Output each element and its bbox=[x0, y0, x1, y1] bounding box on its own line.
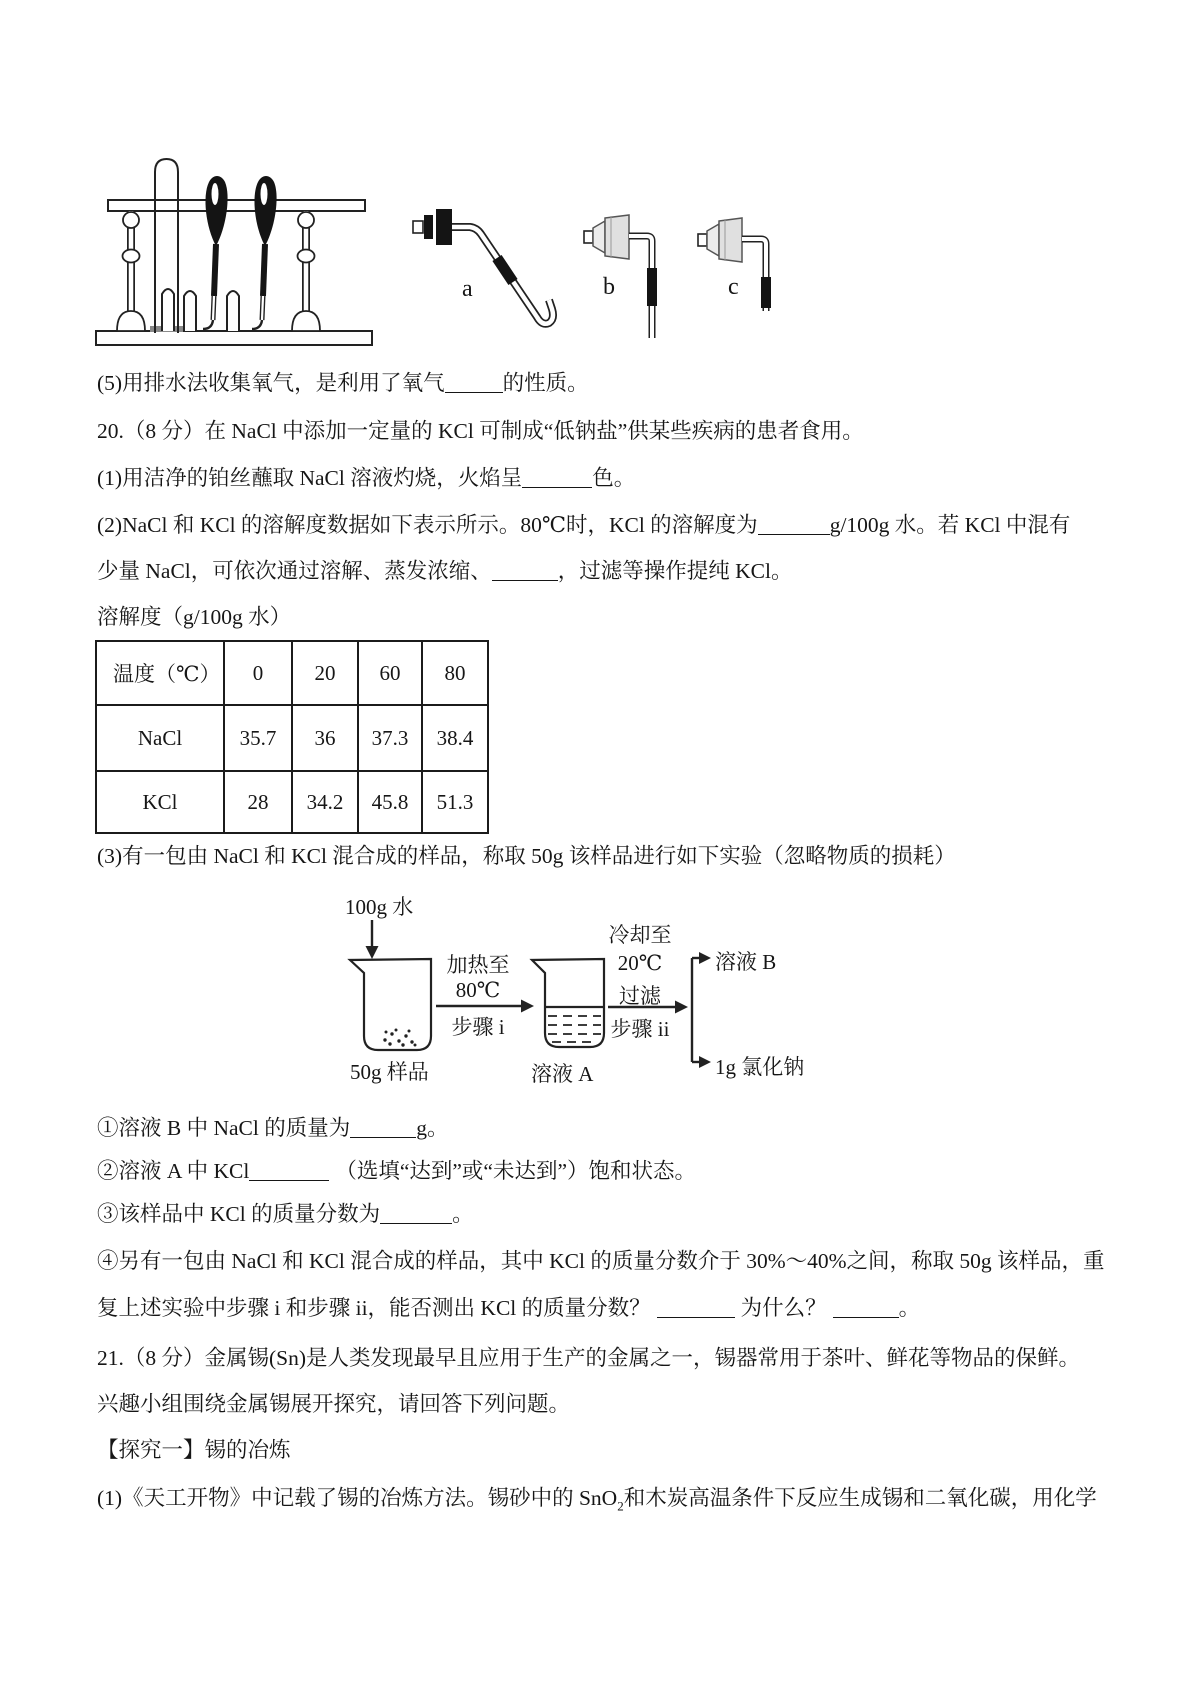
flow-step2-label4: 步骤 ii bbox=[610, 1017, 670, 1041]
q20-sub4-pre: 复上述实验中步骤 i 和步骤 ii，能否测出 KCl 的质量分数？ bbox=[97, 1296, 651, 1320]
apparatus-figure bbox=[90, 140, 790, 355]
answer-blank bbox=[445, 387, 503, 393]
q20-sub1-post: g。 bbox=[416, 1116, 449, 1140]
q20-sub1-line bbox=[97, 1115, 449, 1141]
q21-part1-line bbox=[97, 1485, 1097, 1519]
solubility-table bbox=[95, 640, 489, 834]
flow-sample-label: 50g 样品 bbox=[350, 1060, 429, 1084]
q20-part2b-pre: 少量 NaCl，可依次通过溶解、蒸发浓缩、 bbox=[97, 559, 492, 583]
delivery-tube-b bbox=[584, 215, 652, 338]
q20-part2b-post: ，过滤等操作提纯 KCl。 bbox=[557, 559, 793, 583]
q20-sub2-pre: ②溶液 A 中 KCl bbox=[97, 1159, 250, 1183]
table-header-cell: 温度（℃） bbox=[96, 641, 224, 705]
answer-blank bbox=[758, 529, 830, 535]
flow-water-label: 100g 水 bbox=[345, 895, 414, 919]
answer-blank bbox=[492, 575, 558, 581]
flow-step1-label3: 步骤 i bbox=[451, 1015, 505, 1039]
q20-part1-pre: (1)用洁净的铂丝蘸取 NaCl 溶液灼烧，火焰呈 bbox=[97, 466, 523, 490]
q20-sub3-post: 。 bbox=[452, 1202, 474, 1226]
answer-blank bbox=[249, 1175, 329, 1181]
rack-pegs bbox=[162, 289, 239, 331]
q21-part1-post: 和木炭高温条件下反应生成锡和二氧化碳，用化学 bbox=[623, 1486, 1097, 1510]
test-tube-brush bbox=[203, 176, 228, 329]
table-cell: 35.7 bbox=[224, 705, 292, 771]
flow-step2-label2: 20℃ bbox=[617, 951, 663, 975]
table-cell: NaCl bbox=[96, 705, 224, 771]
table-header-cell: 80 bbox=[422, 641, 488, 705]
table-cell: 36 bbox=[292, 705, 358, 771]
table-header-cell: 60 bbox=[358, 641, 422, 705]
solubility-table-title: 溶解度（g/100g 水） bbox=[97, 605, 292, 629]
flow-solution-a-label: 溶液 A bbox=[531, 1062, 594, 1086]
q20-part2a-pre: (2)NaCl 和 KCl 的溶解度数据如下表示所示。80℃时，KCl 的溶解度为 bbox=[97, 513, 758, 537]
q19-part5-post: 的性质。 bbox=[502, 371, 589, 395]
q20-part1-line bbox=[97, 465, 635, 491]
rack-left-post bbox=[117, 211, 145, 331]
branch-lines bbox=[692, 952, 711, 1068]
q21-stem-line2: 兴趣小组围绕金属锡展开探究，请回答下列问题。 bbox=[97, 1392, 571, 1416]
answer-blank bbox=[380, 1218, 452, 1224]
q20-sub2-post: （选填“达到”或“未达到”）饱和状态。 bbox=[335, 1159, 696, 1183]
q20-sub4-line2 bbox=[97, 1295, 920, 1321]
flow-nacl-out-label: 1g 氯化钠 bbox=[715, 1055, 805, 1079]
beaker-sample bbox=[350, 959, 431, 1050]
table-header-cell: 0 bbox=[224, 641, 292, 705]
table-row bbox=[96, 641, 488, 705]
q20-sub1-pre: ①溶液 B 中 NaCl 的质量为 bbox=[97, 1116, 351, 1140]
table-header-cell: 20 bbox=[292, 641, 358, 705]
flow-step2-label1: 冷却至 bbox=[608, 923, 672, 947]
flow-step2-label3: 过滤 bbox=[619, 984, 661, 1008]
q21-part1-pre: (1)《天工开物》中记载了锡的冶炼方法。锡砂中的 SnO bbox=[97, 1486, 618, 1510]
table-cell: 38.4 bbox=[422, 705, 488, 771]
flow-step1-label1: 加热至 bbox=[446, 953, 510, 977]
table-cell: 37.3 bbox=[358, 705, 422, 771]
q20-part2-line1 bbox=[97, 512, 1070, 538]
q20-part3-line: (3)有一包由 NaCl 和 KCl 混合成的样品，称取 50g 该样品进行如下实验（忽略物质的损耗） bbox=[97, 844, 956, 868]
flow-solution-b-label: 溶液 B bbox=[715, 950, 777, 974]
q21-stem-line1: 21.（8 分）金属锡(Sn)是人类发现最早且应用于生产的金属之一，锡器常用于茶叶、鲜花等物品的保鲜。 bbox=[97, 1346, 1081, 1370]
q20-sub2-line bbox=[97, 1158, 696, 1184]
q20-sub4-mid: 为什么？ bbox=[740, 1296, 827, 1320]
down-arrow bbox=[366, 920, 379, 959]
table-row bbox=[96, 771, 488, 833]
beaker-solution-a bbox=[532, 959, 604, 1047]
q20-sub3-pre: ③该样品中 KCl 的质量分数为 bbox=[97, 1202, 381, 1226]
q20-sub4-line1: ④另有一包由 NaCl 和 KCl 混合成的样品，其中 KCl 的质量分数介于 30%～40%之间，称取 50g 该样品，重 bbox=[97, 1249, 1105, 1273]
q19-part5-line bbox=[97, 370, 589, 396]
q20-sub3-line bbox=[97, 1201, 474, 1227]
rack-right-post bbox=[292, 211, 320, 331]
table-cell: 51.3 bbox=[422, 771, 488, 833]
q20-part1-post: 色。 bbox=[592, 466, 636, 490]
answer-blank bbox=[350, 1132, 416, 1138]
answer-blank bbox=[657, 1312, 735, 1318]
table-cell: KCl bbox=[96, 771, 224, 833]
q20-part2-line2 bbox=[97, 558, 792, 584]
apparatus-label-b: b bbox=[603, 274, 615, 300]
test-tube-brush bbox=[252, 176, 277, 329]
table-row bbox=[96, 705, 488, 771]
flow-step1-label2: 80℃ bbox=[455, 978, 501, 1002]
table-cell: 34.2 bbox=[292, 771, 358, 833]
delivery-tube-a bbox=[413, 209, 553, 324]
answer-blank bbox=[833, 1312, 899, 1318]
q19-part5-pre: (5)用排水法收集氧气，是利用了氧气 bbox=[97, 371, 445, 395]
q20-part2a-post: g/100g 水。若 KCl 中混有 bbox=[829, 513, 1071, 537]
q21-part1-subscript: 2 bbox=[617, 1498, 624, 1514]
table-cell: 28 bbox=[224, 771, 292, 833]
table-cell: 45.8 bbox=[358, 771, 422, 833]
answer-blank bbox=[522, 482, 592, 488]
q20-stem-line: 20.（8 分）在 NaCl 中添加一定量的 KCl 可制成“低钠盐”供某些疾病的患者食用。 bbox=[97, 419, 864, 443]
apparatus-label-c: c bbox=[728, 274, 739, 300]
q20-sub4-post: 。 bbox=[898, 1296, 921, 1320]
q21-explore1-heading: 【探究一】锡的冶炼 bbox=[97, 1438, 291, 1462]
apparatus-label-a: a bbox=[462, 276, 473, 302]
